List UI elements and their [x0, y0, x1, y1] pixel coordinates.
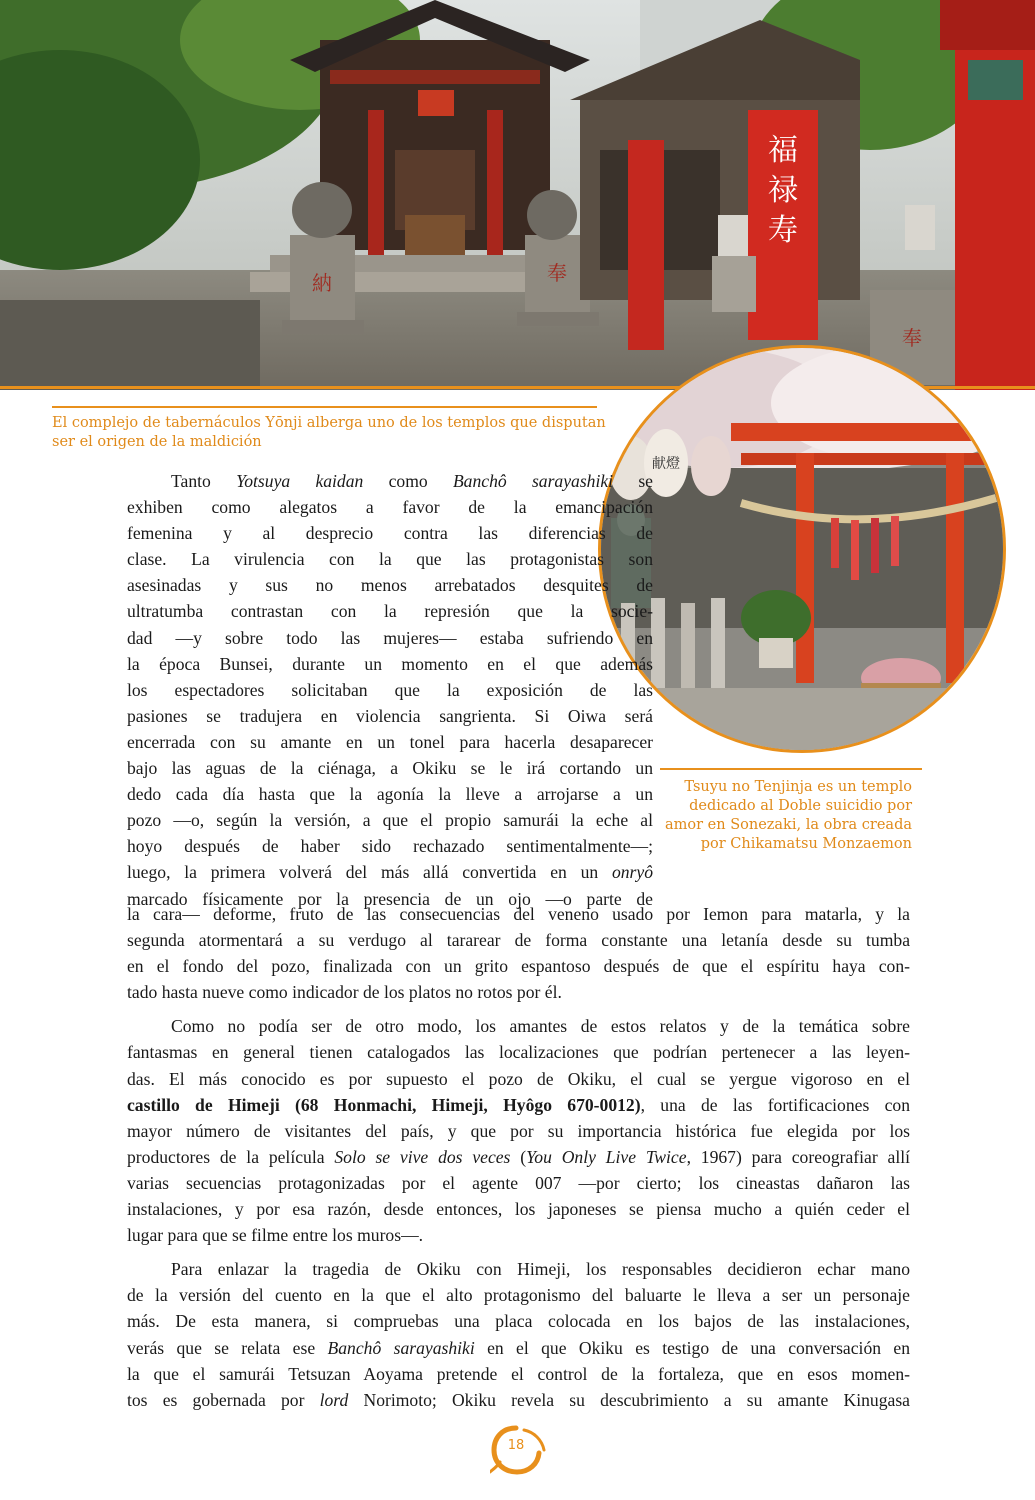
- text-line: segunda atormentará a su verdugo al tararear de forma constante una letanía desde su tumba: [127, 930, 910, 951]
- text-line: exhiben como alegatos a favor de la emancipación: [127, 497, 653, 518]
- text-line: asesinadas y sus no menos arrebatados desquites de: [127, 575, 653, 596]
- italic-text: onryô: [611, 862, 653, 883]
- text-line: dedo cada día hasta que la agonía la lleve a arrojarse a un: [127, 784, 653, 805]
- bold-text: castillo de Himeji (68 Honmachi, Himeji, Hyôgo 670-0012): [127, 1094, 641, 1115]
- shrine-photo: [0, 0, 1035, 390]
- italic-text: You Only Live Twice: [526, 1146, 687, 1167]
- text-line: más. De esta manera, si compruebas una placa colocada en los bajos de las instalaciones,: [127, 1311, 910, 1332]
- text-line: de la versión del cuento en la que el alto protagonismo del baluarte le lleva a ser un personaje: [127, 1285, 910, 1306]
- text-line: clase. La virulencia con la que las protagonistas son: [127, 549, 653, 570]
- caption-tenjinja: [662, 778, 912, 854]
- lantern-text: 献燈: [652, 456, 680, 472]
- text-line: das. El más conocido es por supuesto el pozo de Okiku, el cual se yergue vigoroso en el: [127, 1068, 910, 1089]
- text-line: en el fondo del pozo, finalizada con un grito espantoso después de que el espíritu haya con-: [127, 956, 910, 977]
- stone-far-right-character: 奉: [902, 326, 922, 350]
- caption-line: amor en Sonezaki, la obra creada: [665, 817, 912, 833]
- text-line: instalaciones, y por esa razón, desde entonces, los japoneses se piensa mucho a quién ceder el: [127, 1199, 910, 1220]
- text-line: ultratumba contrastan con la represión que la socie-: [127, 601, 653, 622]
- caption-line: por Chikamatsu Monzaemon: [700, 836, 912, 852]
- text-line: productores de la película Solo se vive dos veces (You Only Live Twice, 1967) para coreografiar allí: [127, 1146, 910, 1167]
- caption-shrine: El complejo de tabernáculos Yōnji alberga uno de los templos que disputan ser el origen de la maldición: [52, 415, 606, 450]
- banner-low-character: 寿: [768, 213, 798, 248]
- paragraph-1-narrow: [127, 468, 653, 912]
- text-line: dad —y sobre todo las mujeres— estaba sufriendo en: [127, 627, 653, 648]
- italic-text: Yotsuya kaidan: [236, 471, 364, 491]
- text-line: la que el samurái Tetsuzan Aoyama pretende el control de la fortaleza, que en esos momen-: [127, 1363, 910, 1384]
- text-line: Como no podía ser de otro modo, los amantes de estos relatos y de la temática sobre: [171, 1016, 910, 1037]
- text-line: luego, la primera volverá del más allá convertida en un onryô: [127, 862, 653, 883]
- caption-rule-top: [52, 406, 597, 408]
- page-number-badge: [490, 1424, 552, 1476]
- text-line: varias secuencias protagonizadas por el agente 007 —por cierto; los cineastas dañaron las: [127, 1172, 910, 1193]
- text-line: femenina y al desprecio contra las diferencias de: [127, 523, 653, 544]
- caption-line: dedicado al Doble suicidio por: [689, 798, 912, 814]
- tenjinja-photo: [598, 345, 1006, 753]
- text-line: encerrada con su amante en un tonel para hacerla desaparecer: [127, 731, 653, 752]
- text-line: la cara— deforme, fruto de las consecuencias del veneno usado por Iemon para matarla, y la: [127, 904, 910, 924]
- text-line: la época Bunsei, durante un momento en el que además: [127, 653, 653, 674]
- italic-text: Banchô sarayashiki: [327, 1337, 475, 1358]
- text-line: hoyo después de haber sido rechazado sentimentalmente—;: [127, 836, 653, 857]
- paragraph-2: [127, 1013, 910, 1248]
- text-line: tado hasta nueve como indicador de los platos no rotos por él.: [127, 982, 562, 1003]
- text-line: lugar para que se filme entre los muros—.: [127, 1225, 424, 1246]
- text-line: los espectadores solicitaban que la exposición de las: [127, 679, 653, 700]
- banner-top-character: 福: [768, 133, 798, 168]
- caption-line: Tsuyu no Tenjinja es un templo: [684, 779, 912, 795]
- text-line: castillo de Himeji (68 Honmachi, Himeji, Hyôgo 670-0012), una de las fortificaciones con: [127, 1094, 910, 1115]
- text-line: verás que se relata ese Banchô sarayashiki en el que Okiku es testigo de una conversación en: [127, 1337, 910, 1358]
- paragraph-1-continued: [127, 901, 910, 1005]
- text-line: Para enlazar la tragedia de Okiku con Himeji, los responsables decidieron echar mano: [171, 1259, 910, 1280]
- paragraph-3: [127, 1256, 910, 1413]
- text-line: mayor número de visitantes del país, y que por su importancia histórica fue elegida por los: [127, 1120, 910, 1141]
- page-number: 18: [507, 1438, 525, 1453]
- stone-left-character: 納: [312, 271, 332, 295]
- stone-right-character: 奉: [547, 261, 567, 285]
- text-line: pozo —o, según la versión, a que el propio samurái la eche al: [127, 810, 653, 831]
- text-line: fantasmas en general tienen catalogados las localizaciones que podrían pertenecer a las leyen-: [127, 1042, 910, 1063]
- text-line: tos es gobernada por lord Norimoto; Okiku revela su descubrimiento a su amante Kinugasa: [127, 1389, 910, 1410]
- italic-text: Banchô sarayashiki: [452, 471, 614, 491]
- text-line: marcado físicamente por la presencia de un ojo —o parte de: [127, 888, 653, 909]
- italic-text: lord: [319, 1389, 349, 1410]
- text-line: Tanto Yotsuya kaidan como Banchô sarayashiki se: [171, 471, 653, 491]
- banner-mid-character: 禄: [768, 173, 798, 208]
- caption-rule-circle: [660, 768, 922, 770]
- body-text-wide: [127, 901, 910, 1413]
- text-line: pasiones se tradujera en violencia sangrienta. Si Oiwa será: [127, 705, 653, 726]
- italic-text: Solo se vive dos veces: [334, 1146, 511, 1167]
- text-line: bajo las aguas de la ciénaga, a Okiku se le irá cortando un: [127, 758, 653, 779]
